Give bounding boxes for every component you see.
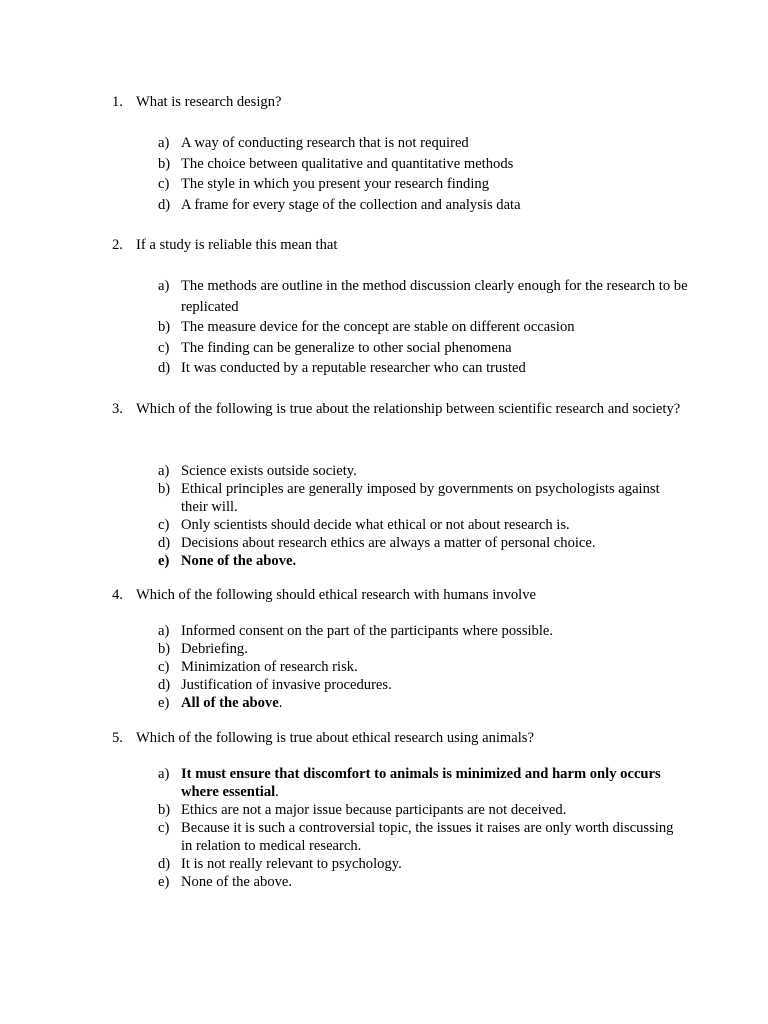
option-text: It is not really relevant to psychology. xyxy=(181,856,402,872)
option-text: Justification of invasive procedures. xyxy=(181,677,392,693)
option-letter: d) xyxy=(158,360,171,376)
question-4 xyxy=(112,585,692,606)
option-letter: d) xyxy=(158,856,171,872)
option-text: The measure device for the concept are stable on different occasion xyxy=(181,319,575,335)
question-text: Which of the following should ethical research with humans involve xyxy=(136,587,537,603)
option-letter: d) xyxy=(158,196,171,213)
question-number: 3. xyxy=(112,401,123,417)
option-e-answer xyxy=(158,694,688,712)
option-letter: e) xyxy=(158,695,170,711)
option-text: Science exists outside society. xyxy=(181,463,357,479)
option-a xyxy=(158,133,688,154)
question-text: Which of the following is true about ethical research using animals? xyxy=(136,730,534,746)
option-c xyxy=(158,658,688,676)
option-c xyxy=(158,516,688,534)
option-e xyxy=(158,873,688,891)
option-letter: a) xyxy=(158,278,170,294)
option-c xyxy=(158,819,688,855)
option-letter: c) xyxy=(158,820,170,836)
option-c xyxy=(158,338,688,359)
option-a xyxy=(158,462,688,480)
option-b xyxy=(158,317,688,338)
option-d xyxy=(158,195,688,216)
option-text-wrap xyxy=(181,694,688,712)
option-letter: a) xyxy=(158,766,170,782)
option-text: Only scientists should decide what ethical or not about research is. xyxy=(181,517,570,533)
option-text: The methods are outline in the method discussion clearly enough for the research to be replicated xyxy=(181,278,688,315)
option-letter: a) xyxy=(158,623,170,639)
option-letter: c) xyxy=(158,659,170,675)
option-text: All of the above xyxy=(181,695,279,711)
option-a-answer xyxy=(158,765,688,801)
question-5-options xyxy=(158,765,688,891)
option-letter: c) xyxy=(158,339,170,356)
question-text: If a study is reliable this mean that xyxy=(136,237,338,253)
option-text: A way of conducting research that is not required xyxy=(181,135,469,151)
question-text: Which of the following is true about the relationship between scientific research and society? xyxy=(136,401,681,417)
option-b xyxy=(158,640,688,658)
option-b xyxy=(158,801,688,819)
question-text: What is research design? xyxy=(136,94,282,110)
question-1 xyxy=(112,92,692,113)
option-d xyxy=(158,534,688,552)
option-letter: b) xyxy=(158,155,171,172)
question-number: 4. xyxy=(112,587,123,603)
option-a xyxy=(158,276,688,317)
option-e-answer xyxy=(158,552,688,570)
option-suffix: . xyxy=(278,695,283,711)
option-text: It was conducted by a reputable researcher who can trusted xyxy=(181,360,526,376)
question-2 xyxy=(112,235,692,256)
option-letter: c) xyxy=(158,176,170,192)
question-3 xyxy=(112,399,692,420)
option-text: Debriefing. xyxy=(181,641,248,657)
option-d xyxy=(158,676,688,694)
question-3-options xyxy=(158,462,688,570)
option-text: The style in which you present your research finding xyxy=(181,176,490,192)
option-b xyxy=(158,480,688,516)
option-letter: a) xyxy=(158,463,170,479)
question-5 xyxy=(112,728,692,749)
option-suffix: . xyxy=(275,784,279,800)
question-number: 5. xyxy=(112,730,123,746)
option-letter: a) xyxy=(158,135,170,151)
option-letter: b) xyxy=(158,481,171,497)
option-d xyxy=(158,358,688,379)
question-1-options xyxy=(158,133,688,215)
question-number: 1. xyxy=(112,94,123,110)
option-a xyxy=(158,622,688,640)
option-text: The choice between qualitative and quantitative methods xyxy=(181,155,514,172)
option-b xyxy=(158,154,688,175)
question-4-options xyxy=(158,622,688,712)
option-text: Ethical principles are generally imposed by governments on psychologists against their will. xyxy=(181,481,660,515)
option-c xyxy=(158,174,688,195)
question-2-options xyxy=(158,276,688,379)
option-text: Ethics are not a major issue because participants are not deceived. xyxy=(181,802,567,818)
option-letter: e) xyxy=(158,553,170,569)
option-letter: b) xyxy=(158,641,171,657)
option-d xyxy=(158,855,688,873)
option-letter: d) xyxy=(158,677,171,693)
option-text: Informed consent on the part of the participants where possible. xyxy=(181,623,554,639)
option-letter: b) xyxy=(158,319,171,335)
option-text: A frame for every stage of the collection and analysis data xyxy=(181,196,521,213)
question-number: 2. xyxy=(112,237,123,253)
option-letter: b) xyxy=(158,802,171,818)
option-text: It must ensure that discomfort to animals is minimized and harm only occurs where essential xyxy=(181,766,661,800)
option-text: None of the above. xyxy=(181,553,297,569)
option-letter: c) xyxy=(158,517,170,533)
option-letter: d) xyxy=(158,535,171,551)
option-text: Decisions about research ethics are always a matter of personal choice. xyxy=(181,535,596,551)
option-text: Minimization of research risk. xyxy=(181,659,358,675)
option-text: The finding can be generalize to other social phenomena xyxy=(181,339,512,356)
option-text-wrap xyxy=(181,765,688,801)
option-text: Because it is such a controversial topic, the issues it raises are only worth discussing in relation to medical research. xyxy=(181,820,674,854)
option-letter: e) xyxy=(158,874,170,890)
option-text: None of the above. xyxy=(181,874,293,890)
